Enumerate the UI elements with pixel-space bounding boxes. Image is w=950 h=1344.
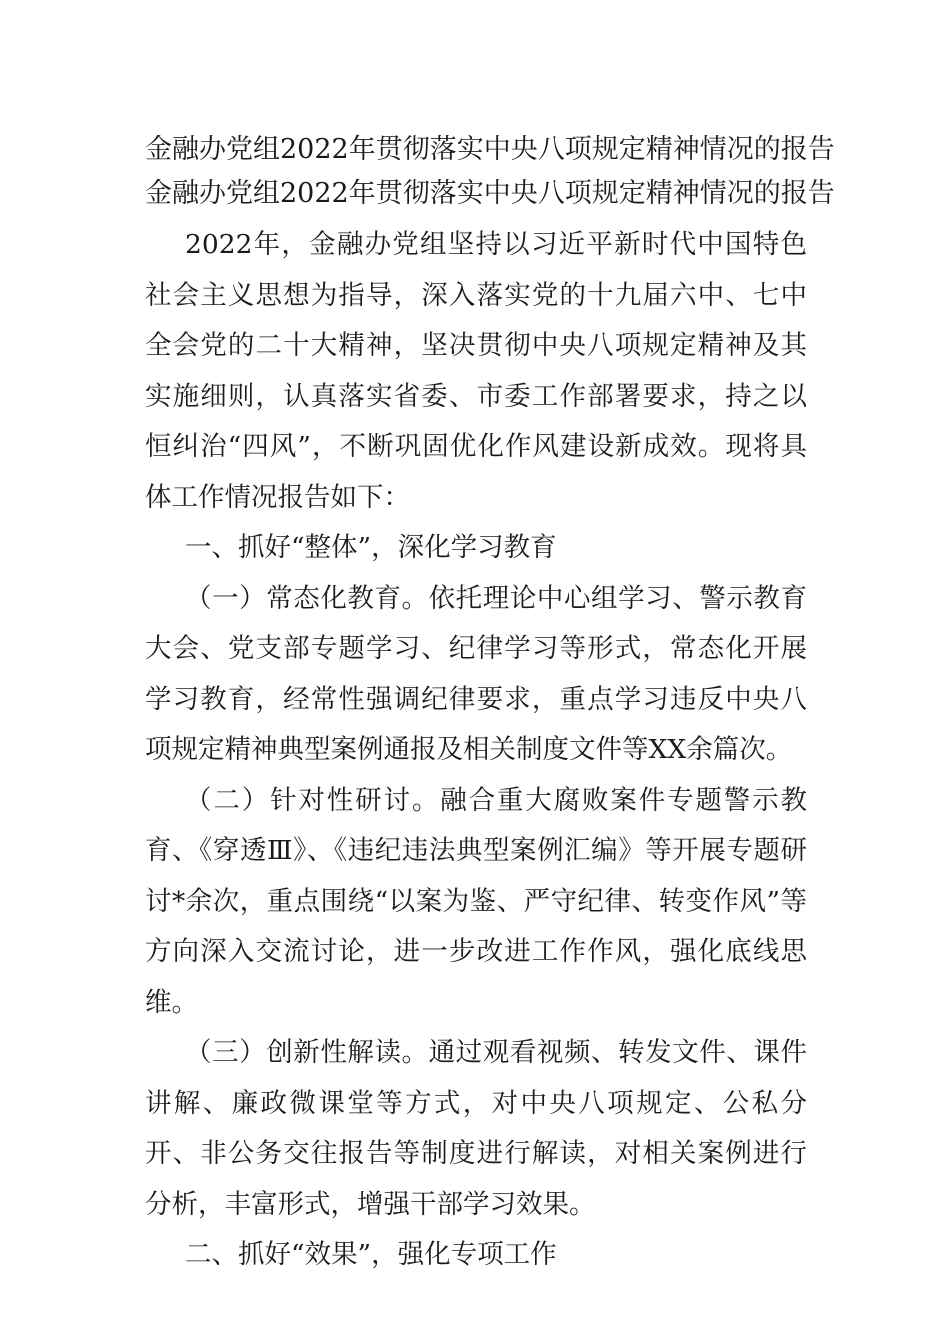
section-1-heading: 一、抓好“整体”，深化学习教育 bbox=[185, 532, 557, 563]
section-1-item-3: （三）创新性解读。通过观看视频、转发文件、课件讲解、廉政微课堂等方式，对中央八项规定、公私分开、非公务交往报告等制度进行解读，对相关案例进行分析，丰富形式，增强干部学习效果。 bbox=[145, 1037, 807, 1220]
document-title: 金融办党组2022年贯彻落实中央八项规定精神情况的报告 bbox=[145, 134, 835, 165]
section-1-item-2: （二）针对性研讨。融合重大腐败案件专题警示教育、《穿透Ⅲ》、《违纪违法典型案例汇编》等开展专题研讨*余次，重点围绕“以案为鉴、严守纪律、转变作风”等方向深入交流讨论，进一步改进工作作风，强化底线思维。 bbox=[145, 784, 807, 1018]
section-1-item-1: （一）常态化教育。依托理论中心组学习、警示教育大会、党支部专题学习、纪律学习等形式，常态化开展学习教育，经常性强调纪律要求，重点学习违反中央八项规定精神典型案例通报及相关制度文件等XX余篇次。 bbox=[145, 582, 807, 765]
section-2-heading: 二、抓好“效果”，强化专项工作 bbox=[185, 1239, 557, 1270]
document-title-block bbox=[145, 128, 835, 216]
document-body bbox=[145, 220, 807, 1281]
intro-paragraph: 2022年，金融办党组坚持以习近平新时代中国特色社会主义思想为指导，深入落实党的十九届六中、七中全会党的二十大精神，坚决贯彻中央八项规定精神及其实施细则，认真落实省委、市委工作部署要求，持之以恒纠治“四风”，不断巩固优化作风建设新成效。现将具体工作情况报告如下： bbox=[145, 229, 807, 513]
document-title-repeat: 金融办党组2022年贯彻落实中央八项规定精神情况的报告 bbox=[145, 178, 835, 209]
document-page bbox=[145, 0, 835, 1281]
